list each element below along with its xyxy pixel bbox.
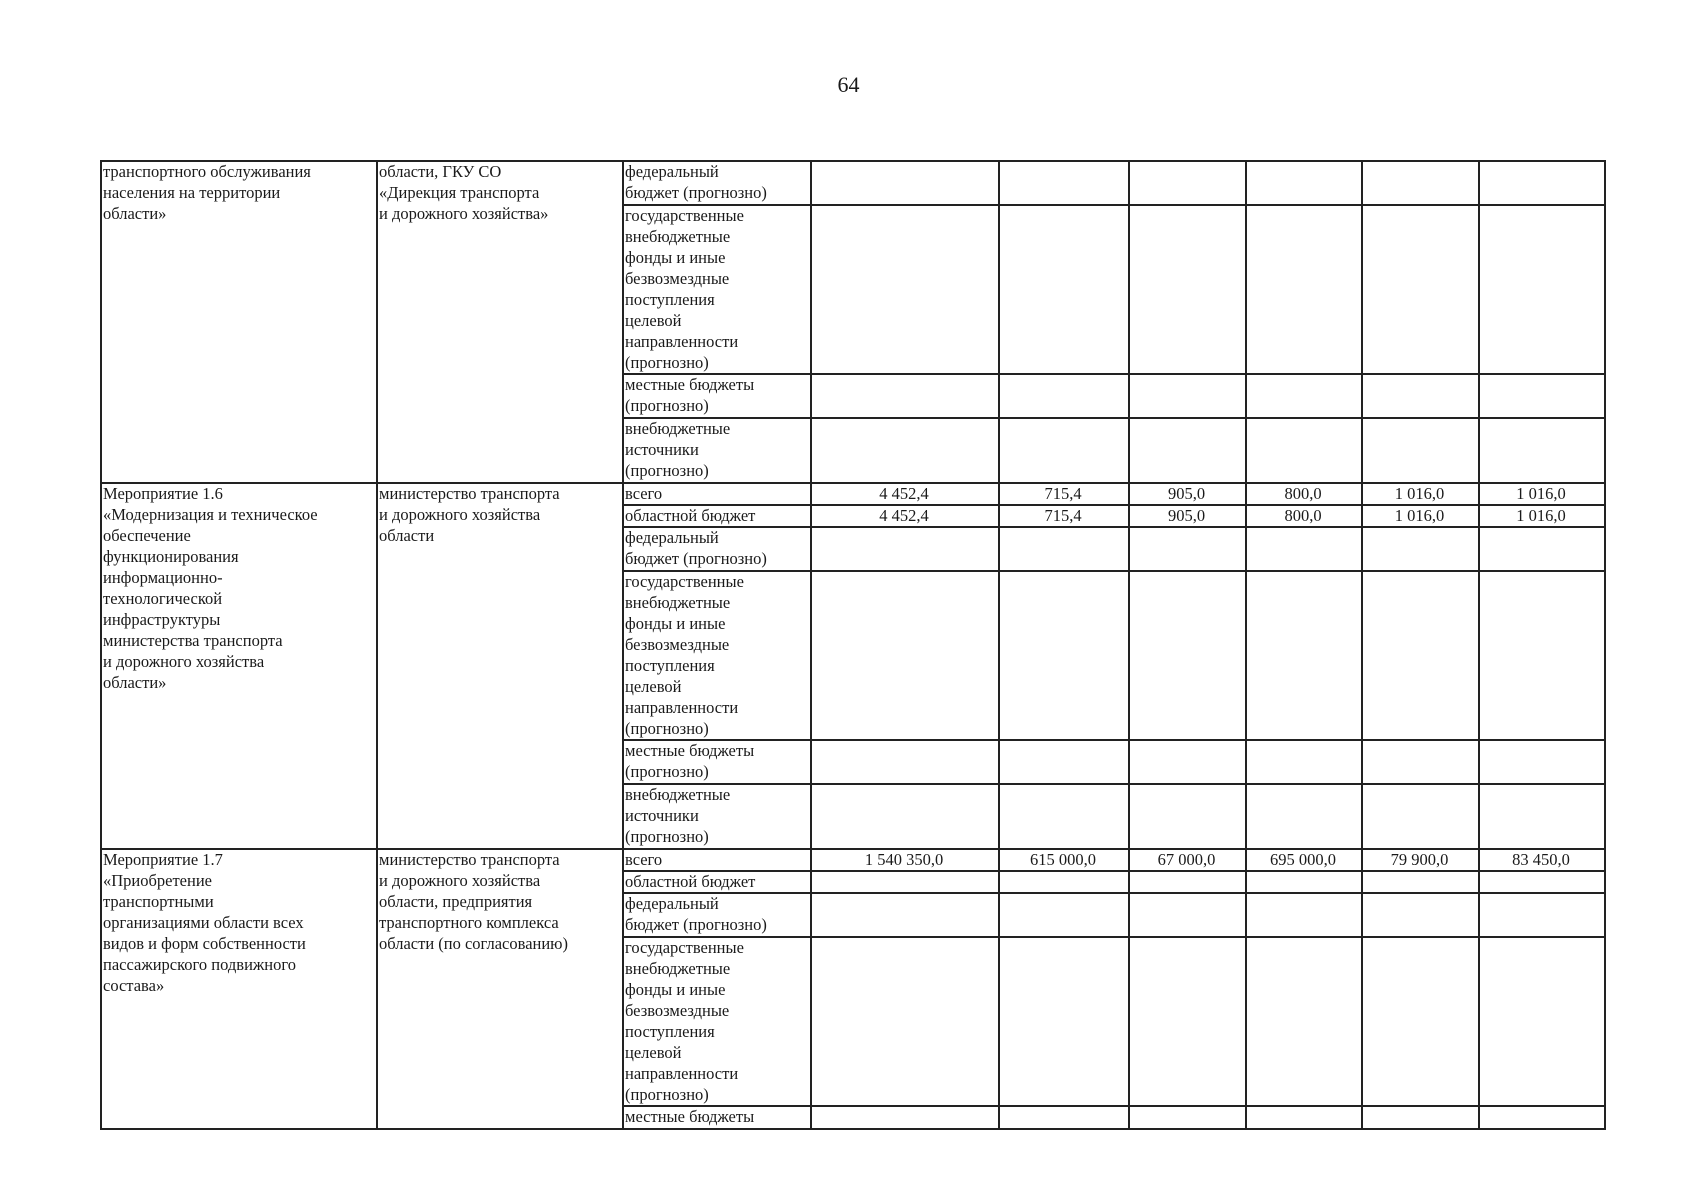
funding-value: 67 000,0	[1157, 850, 1216, 869]
funding-value: 800,0	[1284, 506, 1322, 525]
funding-source: государственные внебюджетные фонды и иные безвозмездные поступления целевой направленности (прогнозно)	[625, 938, 744, 1104]
table-column-border	[1361, 160, 1363, 1128]
funding-source: всего	[625, 850, 663, 869]
funding-source: местные бюджеты (прогнозно)	[625, 375, 755, 415]
funding-source: областной бюджет	[625, 872, 756, 891]
funding-source: всего	[625, 484, 663, 503]
funding-source: федеральный бюджет (прогнозно)	[625, 894, 767, 934]
activity-title: Мероприятие 1.6 «Модернизация и техническое обеспечение функционирования информационно- технологической инфраструктуры министерства транспорта и дорожного хозяйства области»	[103, 484, 318, 692]
funding-source: федеральный бюджет (прогнозно)	[625, 528, 767, 568]
funding-value: 905,0	[1167, 506, 1206, 525]
funding-source: внебюджетные источники (прогнозно)	[625, 785, 731, 846]
funding-value: 1 016,0	[1516, 484, 1566, 503]
funding-value: 905,0	[1167, 484, 1206, 503]
table-column-border	[622, 160, 624, 1128]
table-column-border	[376, 160, 378, 1128]
table-column-border	[1604, 160, 1606, 1128]
table-column-border	[1245, 160, 1247, 1128]
responsible-executor: министерство транспорта и дорожного хозяйства области	[379, 484, 560, 545]
funding-source: федеральный бюджет (прогнозно)	[625, 162, 767, 202]
funding-value: 1 540 350,0	[864, 850, 944, 869]
table-column-border	[998, 160, 1000, 1128]
funding-value: 1 016,0	[1394, 506, 1445, 525]
table-block-border	[100, 1128, 1606, 1130]
funding-value: 4 452,4	[879, 506, 929, 525]
table-column-border	[810, 160, 812, 1128]
funding-value: 615 000,0	[1030, 850, 1096, 869]
funding-value: 695 000,0	[1270, 850, 1336, 869]
funding-value: 1 016,0	[1394, 484, 1445, 503]
funding-value: 715,4	[1044, 484, 1082, 503]
funding-source: государственные внебюджетные фонды и иные безвозмездные поступления целевой направленности (прогнозно)	[625, 206, 744, 372]
funding-value: 79 900,0	[1390, 850, 1449, 869]
responsible-executor: министерство транспорта и дорожного хозяйства области, предприятия транспортного комплекса области (по согласованию)	[379, 850, 568, 953]
activity-title: транспортного обслуживания населения на территории области»	[103, 162, 311, 223]
funding-source: внебюджетные источники (прогнозно)	[625, 419, 731, 480]
funding-source: местные бюджеты (прогнозно)	[625, 741, 755, 781]
funding-value: 4 452,4	[879, 484, 929, 503]
funding-source: государственные внебюджетные фонды и иные безвозмездные поступления целевой направленности (прогнозно)	[625, 572, 744, 738]
table-column-border	[1478, 160, 1480, 1128]
activity-title: Мероприятие 1.7 «Приобретение транспортными организациями области всех видов и форм собственности пассажирского подвижного состава»	[103, 850, 306, 995]
table-column-border	[1128, 160, 1130, 1128]
table-column-border	[100, 160, 102, 1128]
funding-value: 1 016,0	[1516, 506, 1566, 525]
page-number: 64	[837, 72, 860, 97]
funding-source: областной бюджет	[625, 506, 756, 525]
funding-value: 800,0	[1284, 484, 1322, 503]
funding-value: 83 450,0	[1512, 850, 1570, 869]
responsible-executor: области, ГКУ СО «Дирекция транспорта и дорожного хозяйства»	[379, 162, 549, 223]
funding-value: 715,4	[1044, 506, 1082, 525]
funding-source: местные бюджеты	[625, 1107, 755, 1126]
